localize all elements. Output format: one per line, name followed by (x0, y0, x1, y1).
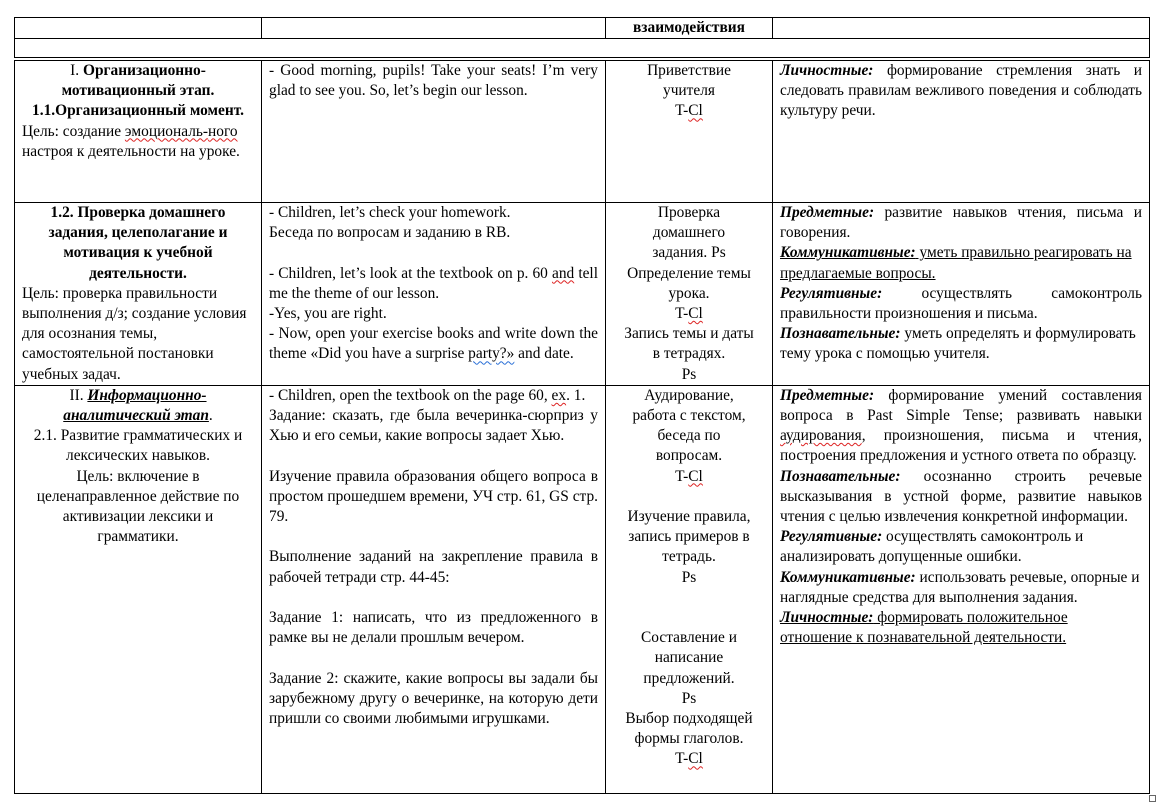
results-cell-homework: Предметные: развитие навыков чтения, письма и говорения. Коммуникативные: уметь правильно реагировать на предлагаемые вопросы. Регулятивные: осуществлять самоконтроль правильности произношения и письма. Познавательные: уметь определять и формулировать тему урока с помощью учителя. (773, 203, 1150, 386)
teacher-activity-info: - Children, open the textbook on the page 60, ex. 1. Задание: сказать, где была вечеринка-сюрприз у Хью и его семьи, какие вопросы задает Хью. Изучение правила образования общего вопроса в простом прошедшем времени, УЧ стр. 61, GS стр. 79. Выполнение заданий на закрепление правила в рабочей тетради стр. 44-45: Задание 1: написать, что из предложенного в рамке вы не делали прошлым вечером. Задание 2: скажите, какие вопросы вы задали бы зарубежному другу о вечеринке, на которую дети пришли со своими любимыми игрушками. (262, 385, 606, 793)
results-label: Коммуникативные: (780, 244, 916, 262)
stage-goal: Цель: проверка правильности выполнения д/з; создание условия для осознания темы, самостоятельной постановки учебных задач. (22, 284, 247, 383)
results-label: Предметные: (780, 386, 875, 404)
results-label: Познавательные: (780, 467, 901, 485)
header-cell-3: взаимодействия (606, 18, 773, 39)
results-cell-info: Предметные: формирование умений составления вопроса в Past Simple Tense; развивать навыки аудирования, произношения, письма и чтения, построения предложения и устного ответа по образцу. Познавательные: осознанно строить речевые высказывания в устной форме, развитие навыков чтения с целью извлечения конкретной информации. Регулятивные: осуществлять самоконтроль и анализировать допущенные ошибки. Коммуникативные: использовать речевые, опорные и наглядные средства для выполнения задания. Личностные: формировать положительное отношение к познавательной деятельности. (773, 385, 1150, 793)
results-cell-org: Личностные: формирование стремления знать и следовать правилам вежливого поведения и соблюдать культуру речи. (773, 61, 1150, 203)
table-row (15, 203, 1150, 386)
interaction-cell-org: Приветствие учителя T-Cl (606, 61, 773, 203)
stage-goal: Цель: включение в целенаправленное действие по активизации лексики и грамматики. (36, 467, 240, 546)
stage-cell-org: I. Организационно-мотивационный этап. 1.1.Организационный момент. Цель: создание эмоциональ-ного настроя к деятельности на уроке. (15, 61, 262, 203)
table-row (15, 385, 1150, 793)
interaction-cell-homework: Проверка домашнего задания. Ps Определение темы урока. T-Cl Запись темы и даты в тетрадях. Ps (606, 203, 773, 386)
table-header-row (15, 18, 1150, 39)
table-resize-handle[interactable] (1149, 795, 1156, 802)
header-cell-4 (773, 18, 1150, 39)
teacher-activity-org: - Good morning, pupils! Take your seats! I’m very glad to see you. So, let’s begin our lesson. (262, 61, 606, 203)
stage-cell-homework: 1.2. Проверка домашнего задания, целеполагание и мотивация к учебной деятельности. Цель: проверка правильности выполнения д/з; создание условия для осознания темы, самостоятельной постановки учебных задач. (15, 203, 262, 386)
results-label: Предметные: (780, 204, 875, 221)
interaction-cell-info: Аудирование, работа с текстом, беседа по вопросам. T-Cl Изучение правила, запись примеров в тетрадь. Ps Составление и написание предложений. Ps Выбор подходящей формы глаголов. T-Cl (606, 385, 773, 793)
results-label: Регулятивные: (780, 284, 883, 302)
results-label: Познавательные: (780, 325, 901, 343)
stage-goal: Цель: создание эмоциональ-ного настроя к деятельности на уроке. (22, 122, 240, 160)
lesson-plan-table (14, 17, 1150, 794)
results-label: Регулятивные: (780, 528, 883, 546)
empty-row (15, 39, 1150, 58)
teacher-activity-homework: - Children, let’s check your homework. Беседа по вопросам и заданию в RB. - Children, let’s look at the textbook on p. 60 and tell me the theme of our lesson. -Yes, you are right. - Now, open your exercise books and write down the theme «Did you have a surprise party?» and date. (262, 203, 606, 386)
header-cell-1 (15, 18, 262, 39)
results-label: Коммуникативные: (780, 568, 916, 586)
stage-cell-info: II. Информационно-аналитический этап. 2.1. Развитие грамматических и лексических навыков. Цель: включение в целенаправленное действие по активизации лексики и грамматики. (15, 385, 262, 793)
results-label: Личностные: (780, 609, 874, 627)
results-label: Личностные: (780, 62, 874, 79)
empty-merged-cell (15, 39, 1150, 58)
header-cell-2 (262, 18, 606, 39)
table-row (15, 61, 1150, 203)
